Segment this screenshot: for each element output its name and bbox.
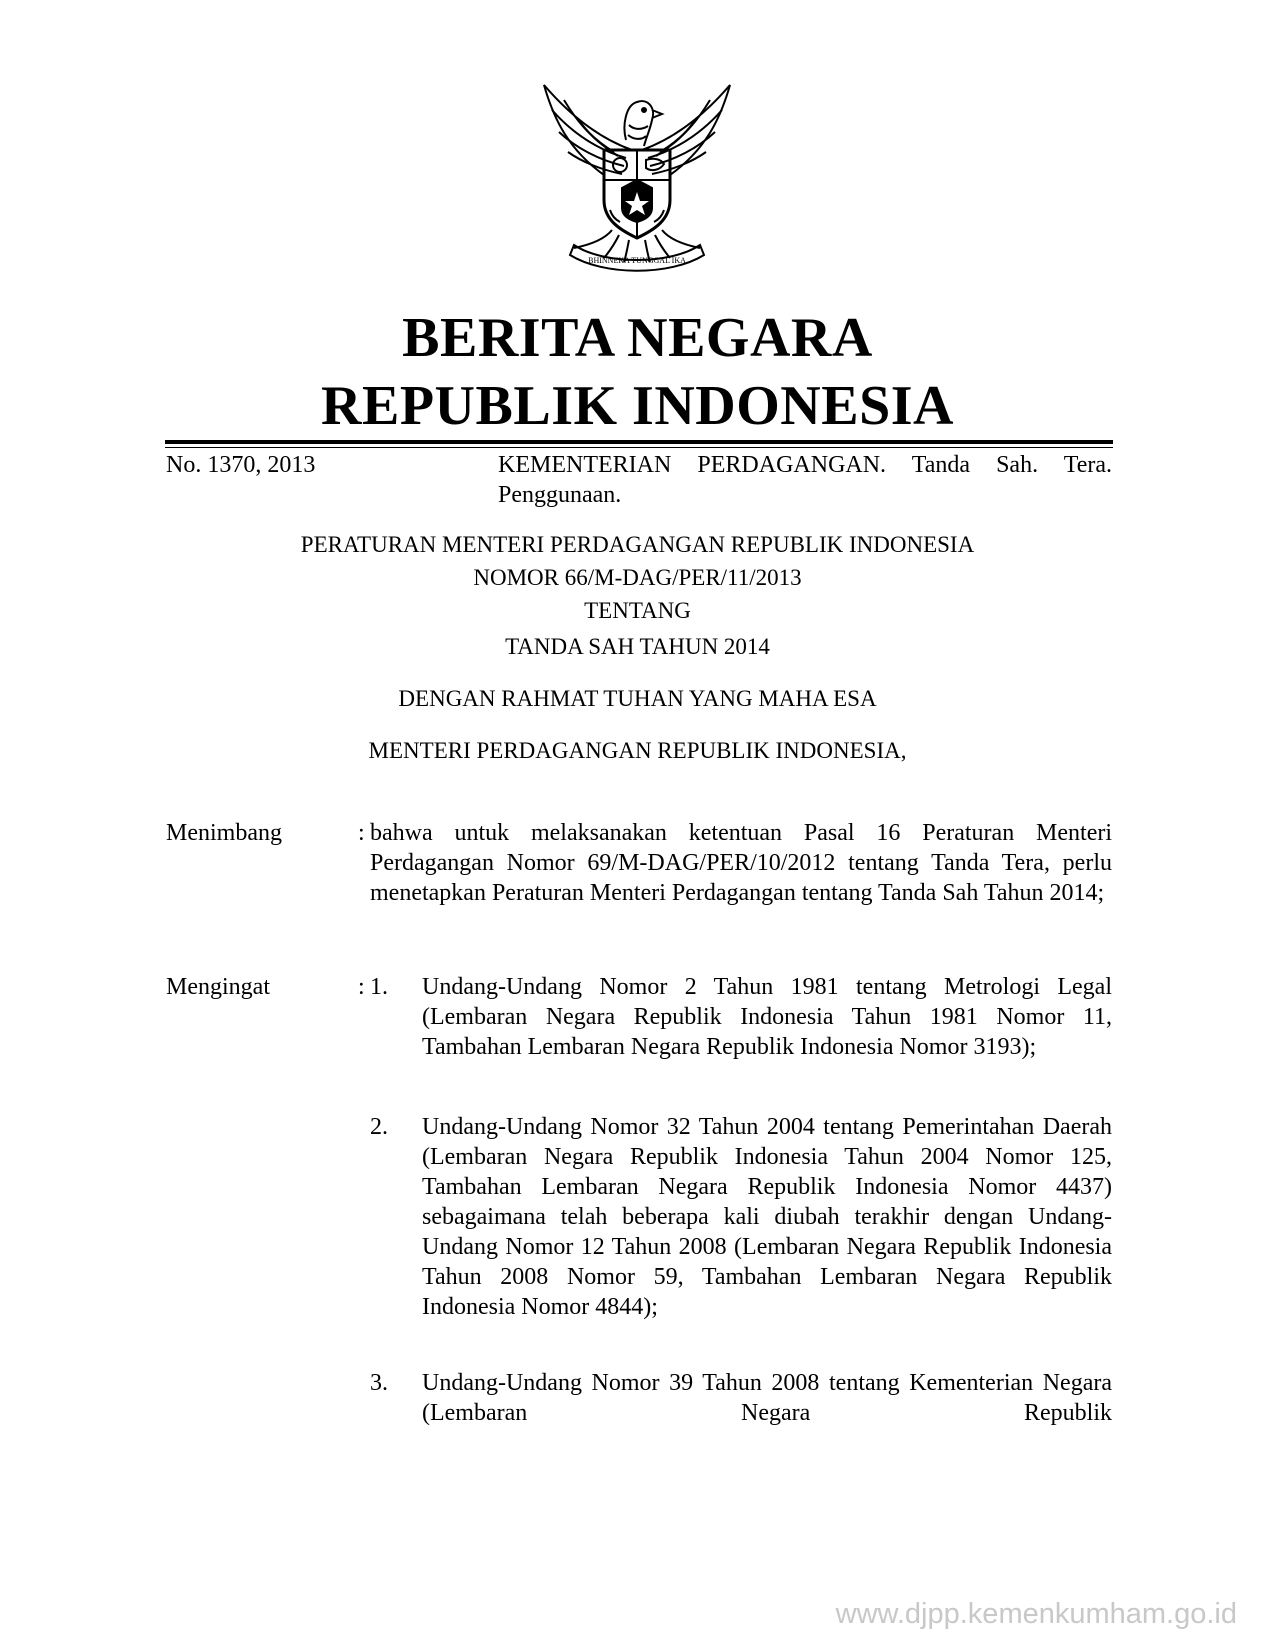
mengingat-colon: :: [358, 974, 365, 1000]
mengingat-item-text: Undang-Undang Nomor 2 Tahun 1981 tentang Metrologi Legal (Lembaran Negara Republik Indonesia Tahun 1981 Nomor 11, Tambahan Lembaran Negara Republik Indonesia Nomor 3193);: [422, 974, 1112, 1060]
gazette-number: No. 1370, 2013: [166, 452, 316, 478]
mengingat-label: Mengingat: [166, 974, 270, 1000]
svg-text:BHINNEKA TUNGGAL IKA: BHINNEKA TUNGGAL IKA: [588, 256, 686, 265]
invocation: DENGAN RAHMAT TUHAN YANG MAHA ESA: [398, 686, 877, 711]
regulation-subject: TANDA SAH TAHUN 2014: [505, 634, 770, 659]
watermark: www.djpp.kemenkumham.go.id: [835, 1598, 1237, 1630]
garuda-emblem-icon: [534, 80, 740, 280]
header-rule-thin: [165, 447, 1113, 448]
regulation-tentang: TENTANG: [584, 598, 691, 623]
mengingat-item-number: 3.: [370, 1370, 388, 1396]
regulation-number: NOMOR 66/M-DAG/PER/11/2013: [473, 565, 802, 590]
header-rule-thick: [165, 440, 1113, 444]
gazette-description: KEMENTERIAN PERDAGANGAN. Tanda Sah. Tera. Penggunaan.: [498, 452, 1112, 508]
menimbang-colon: :: [358, 820, 365, 846]
menimbang-label: Menimbang: [166, 820, 282, 846]
mengingat-item-number: 1.: [370, 974, 388, 1000]
issuer: MENTERI PERDAGANGAN REPUBLIK INDONESIA,: [368, 738, 907, 763]
mengingat-item-text: Undang-Undang Nomor 39 Tahun 2008 tentang Kementerian Negara (Lembaran Negara Republik: [422, 1370, 1112, 1426]
mengingat-item-text: Undang-Undang Nomor 32 Tahun 2004 tentang Pemerintahan Daerah (Lembaran Negara Republik Indonesia Tahun 2004 Nomor 125, Tambahan Lembaran Negara Republik Indonesia Nomor 4437) sebagaimana telah beberapa kali diubah terakhir dengan Undang-Undang Nomor 12 Tahun 2008 (Lembaran Negara Republik Indonesia Tahun 2008 Nomor 59, Tambahan Lembaran Negara Republik Indonesia Nomor 4844);: [422, 1114, 1112, 1320]
regulation-title: PERATURAN MENTERI PERDAGANGAN REPUBLIK INDONESIA: [300, 532, 975, 557]
masthead-title-line2: REPUBLIK INDONESIA: [321, 375, 954, 437]
menimbang-text: bahwa untuk melaksanakan ketentuan Pasal 16 Peraturan Menteri Perdagangan Nomor 69/M-DAG/PER/10/2012 tentang Tanda Tera, perlu menetapkan Peraturan Menteri Perdagangan tentang Tanda Sah Tahun 2014;: [370, 820, 1112, 906]
masthead-title-line1: BERITA NEGARA: [402, 307, 873, 369]
mengingat-item-number: 2.: [370, 1114, 388, 1140]
